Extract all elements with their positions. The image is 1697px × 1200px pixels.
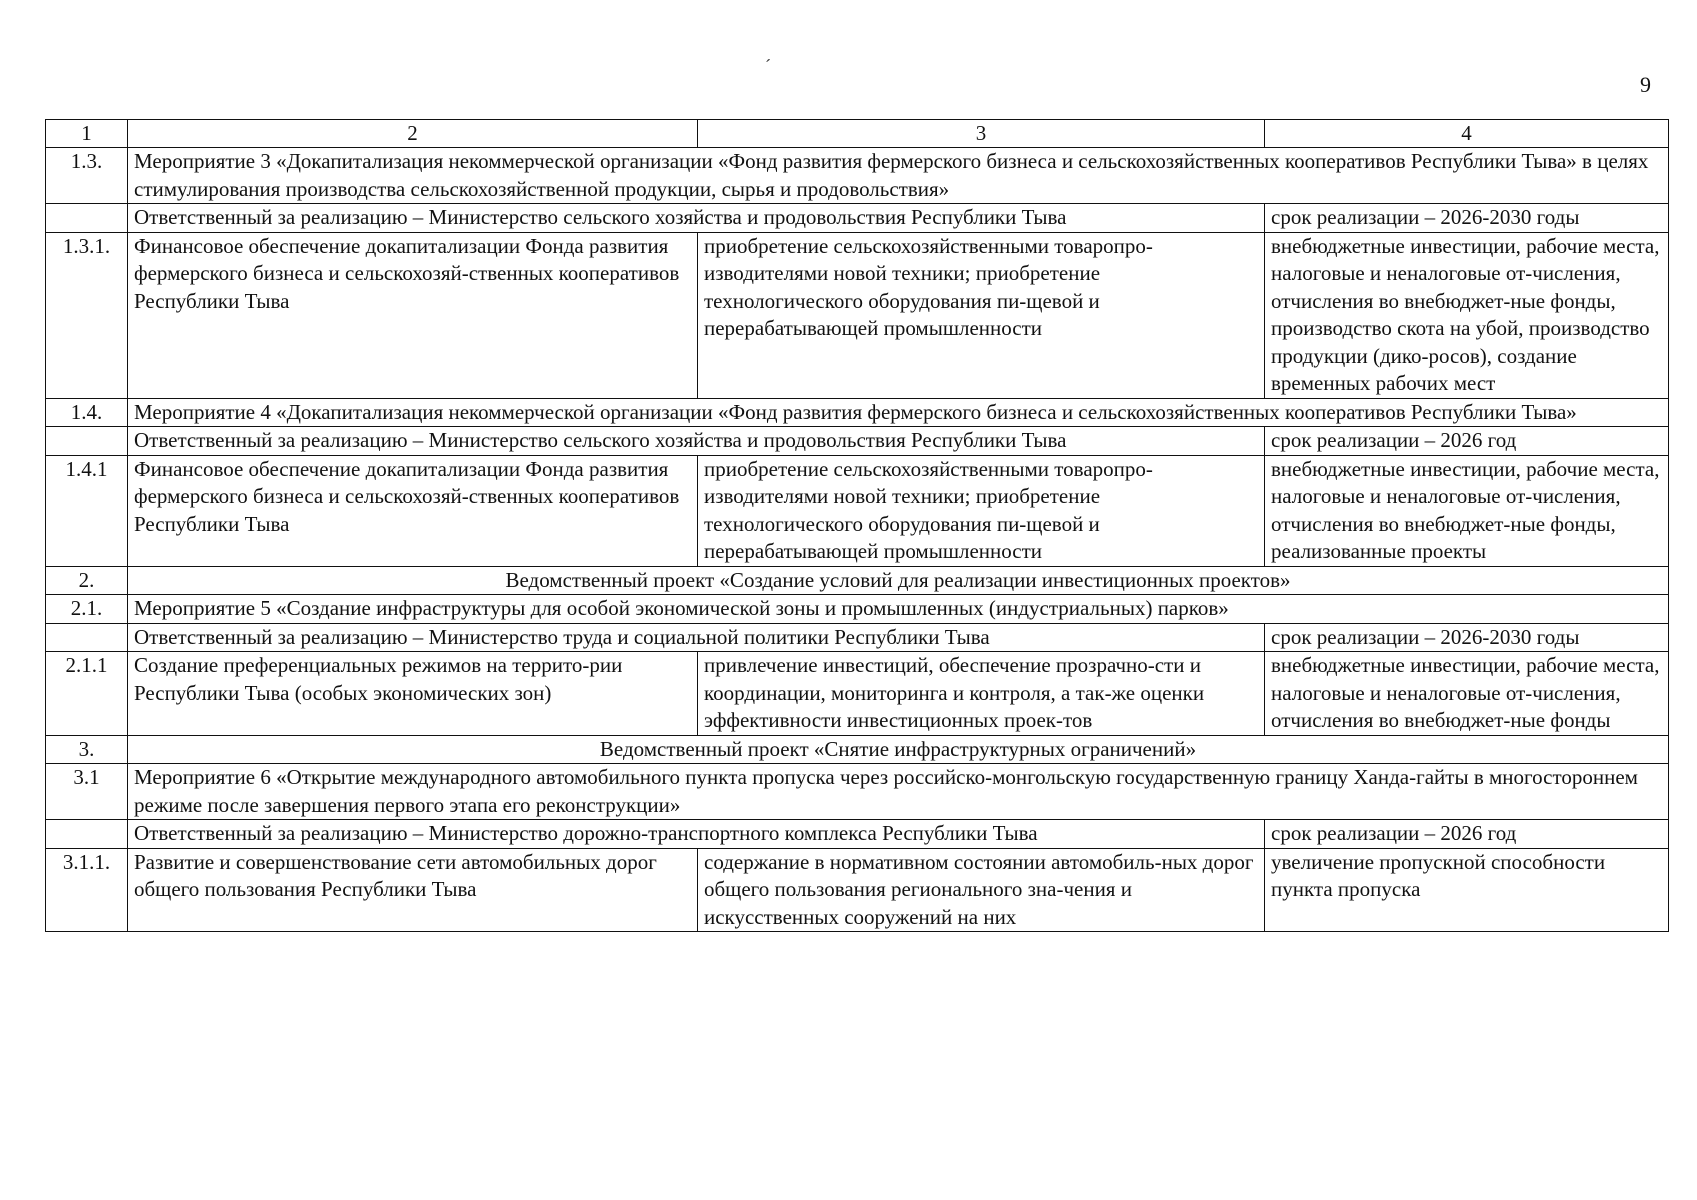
row-number-empty xyxy=(46,427,128,456)
term-text: срок реализации – 2026-2030 годы xyxy=(1265,204,1669,233)
result-text: приобретение сельскохозяйственными товаропро-изводителями новой техники; приобретение технологического оборудования пи-щевой и перерабатывающей промышленности xyxy=(698,455,1265,566)
responsible-row xyxy=(46,623,1669,652)
measure-title: Мероприятие 3 «Докапитализация некоммерческой организации «Фонд развития фермерского бизнеса и сельскохозяйственных кооперативов Республики Тыва» в целях стимулирования производства сельскохозяйственной продукции, сырья и продовольствия» xyxy=(128,148,1669,204)
detail-row xyxy=(46,848,1669,932)
indicator-text: внебюджетные инвестиции, рабочие места, налоговые и неналоговые от-числения, отчисления во внебюджет-ные фонды, производство скота на убой, производство продукции (дико-росов), создание временных рабочих мест xyxy=(1265,232,1669,398)
detail-row xyxy=(46,232,1669,398)
activity-text: Финансовое обеспечение докапитализации Фонда развития фермерского бизнеса и сельскохозяй-ственных кооперативов Республики Тыва xyxy=(128,455,698,566)
project-row xyxy=(46,566,1669,595)
row-number: 1.3. xyxy=(46,148,128,204)
responsible-text: Ответственный за реализацию – Министерство дорожно-транспортного комплекса Республики Тыва xyxy=(128,820,1265,849)
responsible-text: Ответственный за реализацию – Министерство сельского хозяйства и продовольствия Республики Тыва xyxy=(128,427,1265,456)
activity-text: Развитие и совершенствование сети автомобильных дорог общего пользования Республики Тыва xyxy=(128,848,698,932)
detail-row xyxy=(46,455,1669,566)
measure-row xyxy=(46,148,1669,204)
result-text: привлечение инвестиций, обеспечение прозрачно-сти и координации, мониторинга и контроля, а так-же оценки эффективности инвестиционных проек-тов xyxy=(698,652,1265,736)
measure-row xyxy=(46,398,1669,427)
page-number: 9 xyxy=(1640,72,1651,97)
table-body xyxy=(46,120,1669,932)
scan-mark: ˊ xyxy=(765,56,771,76)
term-text: срок реализации – 2026 год xyxy=(1265,427,1669,456)
measure-row xyxy=(46,764,1669,820)
header-cell: 3 xyxy=(698,120,1265,148)
result-text: содержание в нормативном состоянии автомобиль-ных дорог общего пользования регионального зна-чения и искусственных сооружений на них xyxy=(698,848,1265,932)
measure-title: Мероприятие 6 «Открытие международного автомобильного пункта пропуска через российско-монгольскую государственную границу Ханда-гайты в многостороннем режиме после завершения первого этапа его реконструкции» xyxy=(128,764,1669,820)
row-number: 2.1.1 xyxy=(46,652,128,736)
row-number: 1.4. xyxy=(46,398,128,427)
project-row xyxy=(46,735,1669,764)
row-number-empty xyxy=(46,204,128,233)
responsible-row xyxy=(46,427,1669,456)
indicator-text: внебюджетные инвестиции, рабочие места, налоговые и неналоговые от-числения, отчисления во внебюджет-ные фонды, реализованные проекты xyxy=(1265,455,1669,566)
row-number: 3.1 xyxy=(46,764,128,820)
row-number: 2. xyxy=(46,566,128,595)
term-text: срок реализации – 2026 год xyxy=(1265,820,1669,849)
responsible-text: Ответственный за реализацию – Министерство труда и социальной политики Республики Тыва xyxy=(128,623,1265,652)
table-header-row xyxy=(46,120,1669,148)
term-text: срок реализации – 2026-2030 годы xyxy=(1265,623,1669,652)
row-number: 1.4.1 xyxy=(46,455,128,566)
responsible-row xyxy=(46,204,1669,233)
activity-text: Создание преференциальных режимов на террито-рии Республики Тыва (особых экономических зон) xyxy=(128,652,698,736)
indicator-text: увеличение пропускной способности пункта пропуска xyxy=(1265,848,1669,932)
responsible-row xyxy=(46,820,1669,849)
measure-title: Мероприятие 4 «Докапитализация некоммерческой организации «Фонд развития фермерского бизнеса и сельскохозяйственных кооперативов Республики Тыва» xyxy=(128,398,1669,427)
header-cell: 1 xyxy=(46,120,128,148)
header-cell: 4 xyxy=(1265,120,1669,148)
indicator-text: внебюджетные инвестиции, рабочие места, налоговые и неналоговые от-числения, отчисления во внебюджет-ные фонды xyxy=(1265,652,1669,736)
activity-text: Финансовое обеспечение докапитализации Фонда развития фермерского бизнеса и сельскохозяй-ственных кооперативов Республики Тыва xyxy=(128,232,698,398)
measure-row xyxy=(46,595,1669,624)
row-number-empty xyxy=(46,820,128,849)
row-number: 3. xyxy=(46,735,128,764)
row-number: 2.1. xyxy=(46,595,128,624)
measures-table xyxy=(45,119,1669,932)
detail-row xyxy=(46,652,1669,736)
row-number-empty xyxy=(46,623,128,652)
row-number: 1.3.1. xyxy=(46,232,128,398)
project-title: Ведомственный проект «Снятие инфраструктурных ограничений» xyxy=(128,735,1669,764)
result-text: приобретение сельскохозяйственными товаропро-изводителями новой техники; приобретение технологического оборудования пи-щевой и перерабатывающей промышленности xyxy=(698,232,1265,398)
header-cell: 2 xyxy=(128,120,698,148)
responsible-text: Ответственный за реализацию – Министерство сельского хозяйства и продовольствия Республики Тыва xyxy=(128,204,1265,233)
row-number: 3.1.1. xyxy=(46,848,128,932)
project-title: Ведомственный проект «Создание условий для реализации инвестиционных проектов» xyxy=(128,566,1669,595)
measure-title: Мероприятие 5 «Создание инфраструктуры для особой экономической зоны и промышленных (индустриальных) парков» xyxy=(128,595,1669,624)
